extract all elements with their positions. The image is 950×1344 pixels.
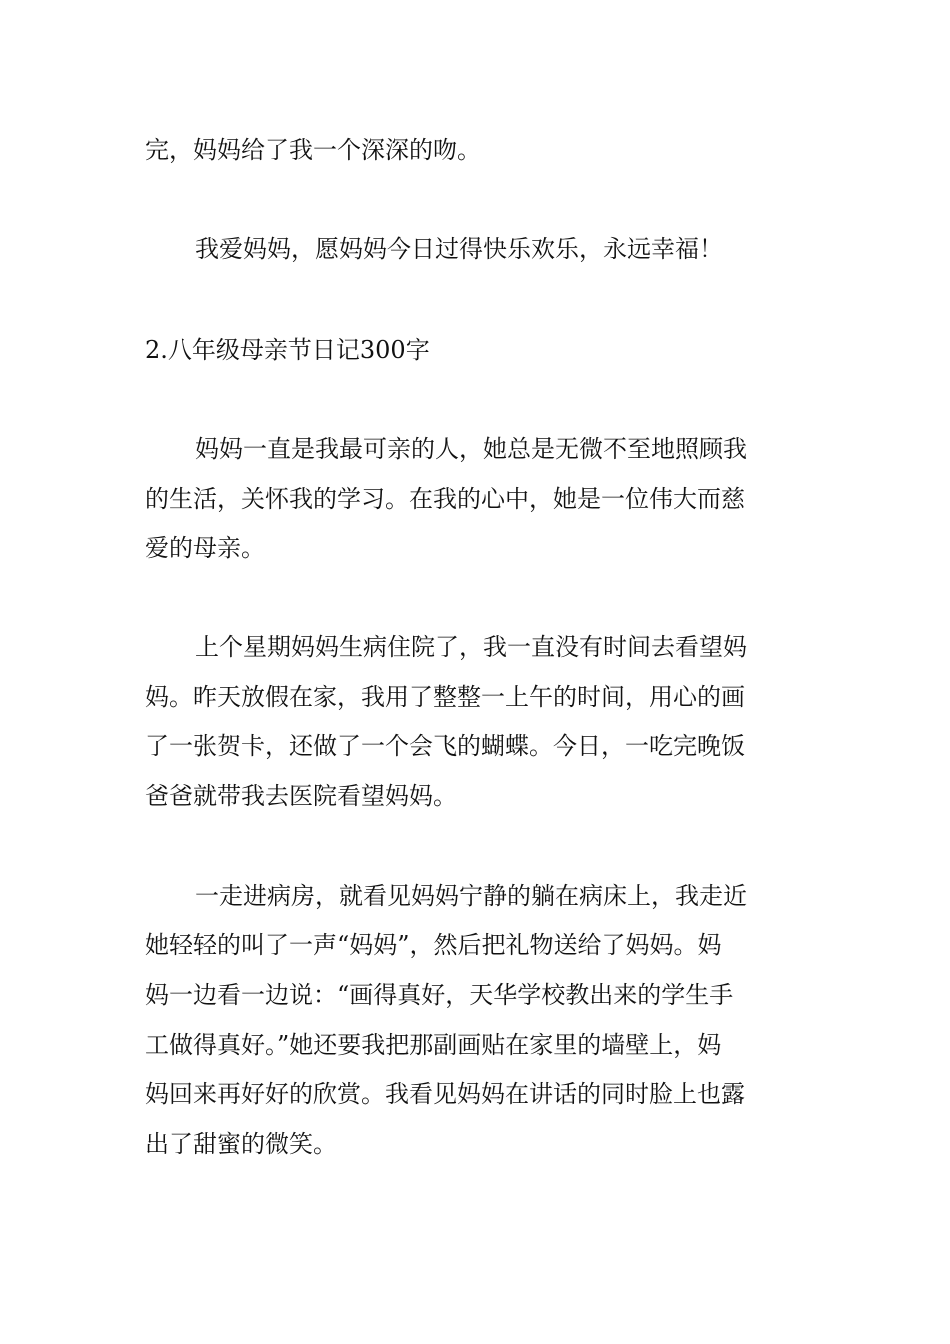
paragraph-line: 一走进病房，就看见妈妈宁静的躺在病床上，我走近 — [195, 882, 747, 910]
paragraph-line: 工做得真好。”她还要我把那副画贴在家里的墙壁上，妈 — [145, 1031, 722, 1059]
paragraph-line: 爱的母亲。 — [145, 534, 265, 562]
paragraph-line: 我爱妈妈，愿妈妈今日过得快乐欢乐，永远幸福！ — [195, 235, 723, 263]
paragraph-line: 完，妈妈给了我一个深深的吻。 — [145, 136, 481, 164]
paragraph-line: 妈一边看一边说：“画得真好，天华学校教出来的学生手 — [145, 981, 734, 1009]
paragraph-line: 上个星期妈妈生病住院了，我一直没有时间去看望妈 — [195, 633, 747, 661]
paragraph-line: 妈妈一直是我最可亲的人，她总是无微不至地照顾我 — [195, 435, 747, 463]
paragraph-line: 出了甜蜜的微笑。 — [145, 1130, 337, 1158]
paragraph-line: 的生活，关怀我的学习。在我的心中，她是一位伟大而慈 — [145, 485, 745, 513]
paragraph-line: 了一张贺卡，还做了一个会飞的蝴蝶。今日，一吃完晚饭 — [145, 732, 745, 760]
paragraph-line: 妈回来再好好的欣赏。我看见妈妈在讲话的同时脸上也露 — [145, 1080, 745, 1108]
paragraph-line: 爸爸就带我去医院看望妈妈。 — [145, 782, 457, 810]
section-heading: 2.八年级母亲节日记300字 — [145, 336, 430, 364]
paragraph-line: 妈。昨天放假在家，我用了整整一上午的时间，用心的画 — [145, 683, 745, 711]
paragraph-line: 她轻轻的叫了一声“妈妈”，然后把礼物送给了妈妈。妈 — [145, 931, 722, 959]
